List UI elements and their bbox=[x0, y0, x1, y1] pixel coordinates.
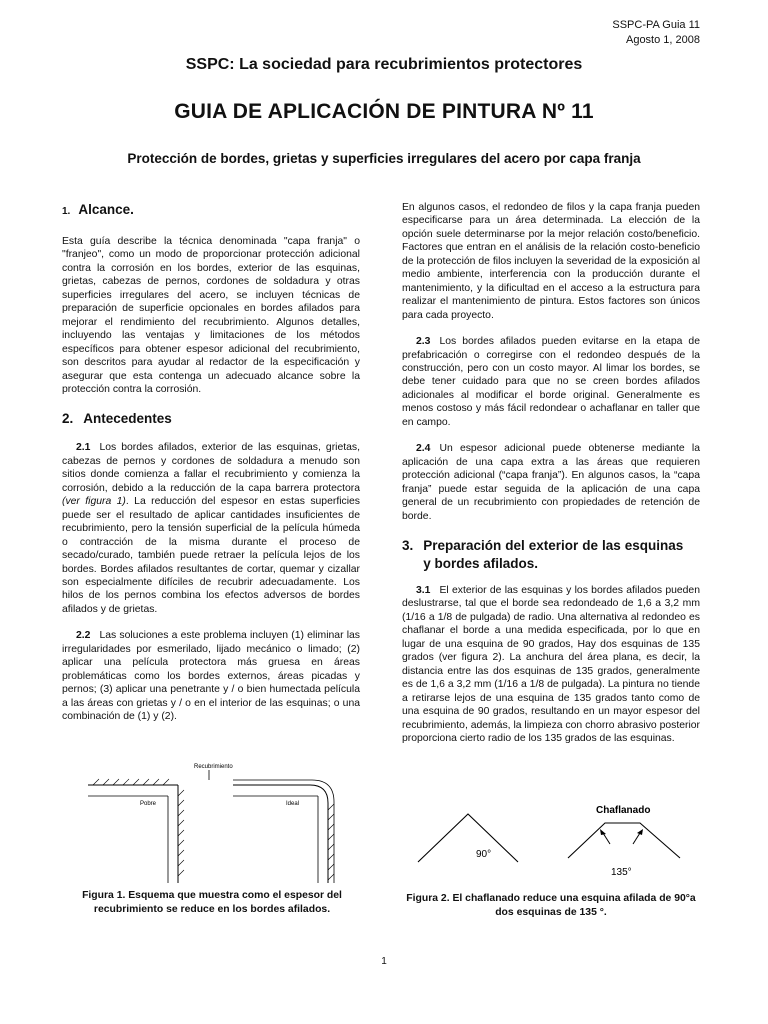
document-date: Agosto 1, 2008 bbox=[625, 34, 700, 46]
section-2-title: Antecedentes bbox=[83, 411, 172, 427]
paragraph-2-2-number: 2.2 bbox=[76, 630, 91, 642]
figure-2-caption: Figura 2. El chaflanado reduce una esquina afilada de 90°a dos esquinas de 135 °. bbox=[406, 893, 696, 918]
paragraph-3-1-number: 3.1 bbox=[416, 584, 431, 596]
paragraph-2-3: 2.3 Los bordes afilados pueden evitarse en la etapa de prefabricación o corregirse con el redondeo después de la construcción, pero con un costo mayor. Al limar los bordes, se debe tener cuidado para que no se creen bordes afilados adicionales al modificar el borde original. Generalmente es menos costoso y más fácil redondear o achaflanar en taller que en campo. bbox=[402, 336, 700, 428]
document-id: SSPC-PA Guia 11 bbox=[612, 19, 700, 31]
section-1-number: 1. bbox=[62, 206, 71, 217]
figure-1-diagram bbox=[88, 758, 368, 883]
section-3-heading bbox=[402, 537, 700, 573]
paragraph-3-1: 3.1 El exterior de las esquinas y los bordes afilados pueden deslustrarse, tal que el borde sea redondeado de 1,6 a 3,2 mm (1/16 a 1/8 de pulgada) de radio. Una alternativa al redondeo es chaflanar el borde a una medida especificada, por lo que en lugar de una esquina de 90 grados, Hay dos esquinas de 135 grados (ver figura 2). La anchura del área plana, es decir, la distancia entre las dos esquinas de 135 grados, generalmente es de 1,6 a 3,2 mm (1/16 a 1/8 de pulgada). La pintura no tiende a retirarse lejos de una esquina de 135 grados tanto como de una esquina de 90 grados, resultando en un mayor espesor del recubrimiento, además, la limpieza con chorro abrasivo posterior proporciona cierto radio de los 135 grados de las esquinas. bbox=[402, 584, 701, 744]
paragraph-2-1-number: 2.1 bbox=[76, 442, 91, 454]
figure-2-chamfered-corner bbox=[568, 823, 680, 878]
paragraph-2-3-number: 2.3 bbox=[416, 336, 431, 348]
paragraph-2-1: 2.1 Los bordes afilados, exterior de las esquinas, grietas, cabezas de pernos y cordones de soldadura a menudo son sitios donde comienza a fallar el recubrimiento y comienza la corrosión, debido a la reducción de la capa barrera protectora (ver figura 1). La reducción del espesor en estas superficies puede ser el resultado de aplicar cantidades insuficientes de recubrimiento, pero la tensión superficial de la película húmeda o contracción de la misma durante el proceso de secado/curado, también puede retraer la película lejos de los bordes. Bordes afilados resultantes de cortar, quemar y cizallar son especialmente difíciles de recubrir adecuadamente. Los hilos de los pernos combina los efectos adversos de bordes afilados y de grietas. bbox=[62, 442, 360, 615]
figure-1-poor-label: Pobre bbox=[140, 801, 157, 807]
figure-1-poor-corner bbox=[88, 779, 184, 883]
page-number: 1 bbox=[381, 956, 387, 967]
section-2-heading bbox=[62, 410, 360, 428]
figure-2-chamfer-label: Chaflanado bbox=[596, 805, 651, 816]
figure-1-coating-label: Recubrimiento bbox=[194, 764, 233, 770]
figure-2-diagram bbox=[410, 800, 710, 882]
paragraph-2-2: 2.2 Las soluciones a este problema incluyen (1) eliminar las irregularidades por esmerilado, lijado mecánico o limado; (2) aplicar una película protectora más gruesa en áreas problemáticas como los bordes externos, áreas picadas y pernos; (3) aplicar una penetrante y / o bien humectada película a las áreas con grietas y / o en el interior de las esquinas; o una combinación de (1) y (2). bbox=[62, 630, 360, 723]
paragraph-2-4: 2.4 Un espesor adicional puede obtenerse mediante la aplicación de una capa extra a las áreas que requieren protección adicional (“capa franja”). En algunos casos, la “capa franja” puede estar seguida de la aplicación de una capa general de un recubrimiento con propiedades de retención de borde. bbox=[402, 443, 700, 522]
figure-1-ideal-corner bbox=[233, 780, 334, 883]
figure-2-angle-135: 135° bbox=[611, 867, 632, 878]
document-header bbox=[612, 18, 700, 48]
section-1-title: Alcance. bbox=[78, 202, 134, 217]
section-1-heading bbox=[62, 201, 360, 221]
section-3-title: Preparación del exterior de las esquinas y bordes afilados. bbox=[423, 537, 684, 571]
section-1-body: Esta guía describe la técnica denominada "capa franja" o "franjeo", como un modo de proporcionar protección adicional contra la corrosión en los bordes, exterior de las esquinas, grietas, cabezas de pernos, cordones de soldadura y otras superficies irregulares del acero, se incluyen técnicas de preparación de superficie opcionales en bordes afilados para mejorar el rendimiento del recubrimiento. Algunos detalles, incluyendo las ventajas y limitaciones de los métodos específicos para obtener espesor adicional del recubrimiento, son descritos para ayudar al redactor de la especificación y asegurar que esta contenga un adecuado alcance sobre la protección contra la corrosión. bbox=[62, 236, 360, 395]
paragraph-2-2-continued: En algunos casos, el redondeo de filos y la capa franja pueden especificarse para un área determinada. La elección de la opción suele determinarse por la mejor relación costo/beneficio. Factores que entran en el análisis de la relación costo-beneficio de la protección de filos incluyen la severidad de la exposición al medio ambiente, interferencia con la producción durante el mantenimiento, y la dificultad en el acceso a la estructura para realizar el mantenimiento de pintura. Estos factores son únicos para cada proyecto. bbox=[402, 202, 700, 321]
left-column bbox=[62, 201, 360, 724]
section-3-number: 3. bbox=[402, 537, 414, 553]
figure-2-angle-90: 90° bbox=[476, 849, 492, 860]
figure-1-ideal-label: Ideal bbox=[286, 801, 300, 807]
organization-title: SSPC: La sociedad para recubrimientos protectores bbox=[185, 56, 583, 73]
page-title: GUIA DE APLICACIÓN DE PINTURA Nº 11 bbox=[174, 100, 594, 123]
figure-1-caption: Figura 1. Esquema que muestra como el espesor del recubrimiento se reduce en los bordes afilados. bbox=[82, 890, 342, 915]
right-column bbox=[402, 201, 700, 745]
figure-1-reference: (ver figura 1) bbox=[62, 496, 126, 508]
section-2-number: 2. bbox=[62, 411, 74, 427]
paragraph-2-4-number: 2.4 bbox=[416, 443, 431, 455]
figure-2-sharp-corner bbox=[418, 814, 518, 862]
page-subtitle: Protección de bordes, grietas y superficies irregulares del acero por capa franja bbox=[127, 151, 641, 166]
